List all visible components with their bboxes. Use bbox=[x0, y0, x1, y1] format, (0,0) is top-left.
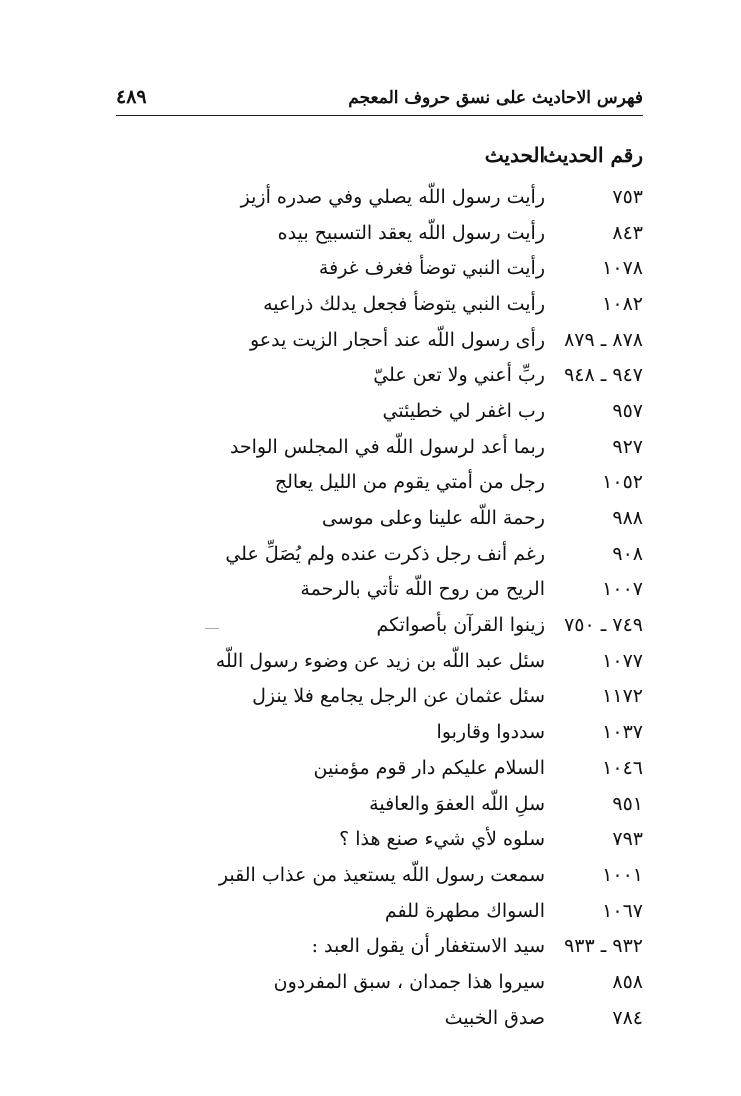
index-entry bbox=[218, 857, 643, 893]
hadith-text: رأيت رسول اللّه يصلي وفي صدره أزيز bbox=[240, 185, 545, 208]
hadith-index-list bbox=[215, 179, 643, 1036]
hadith-text: السلام عليكم دار قوم مؤمنين bbox=[313, 756, 545, 779]
index-entry bbox=[233, 893, 643, 929]
hadith-text: رغم أنف رجل ذكرت عنده ولم يُصَلِّ علي bbox=[225, 542, 545, 565]
hadith-number: ٩٠٨ bbox=[612, 542, 643, 565]
index-entry bbox=[233, 500, 643, 536]
hadith-text: رأيت النبي يتوضأ فجعل يدلك ذراعيه bbox=[263, 292, 545, 315]
index-entry bbox=[233, 964, 643, 1000]
text-column-heading: الحديث bbox=[484, 143, 545, 167]
hadith-number: ١٠٥٢ bbox=[602, 471, 643, 494]
index-entry bbox=[233, 607, 643, 643]
hadith-text: سئل عبد اللّه بن زيد عن وضوء رسول اللّه bbox=[215, 649, 545, 672]
hadith-number: ٧٩٣ bbox=[612, 828, 643, 851]
index-entry bbox=[233, 322, 643, 358]
running-title: فهرس الاحاديث على نسق حروف المعجم bbox=[348, 88, 643, 108]
index-entry bbox=[233, 179, 643, 215]
index-entry bbox=[233, 1000, 643, 1036]
hadith-number: ٩٣٢ ـ ٩٣٣ bbox=[564, 935, 643, 958]
hadith-number: ١٠٣٧ bbox=[602, 721, 643, 744]
hadith-text: سئل عثمان عن الرجل يجامع فلا ينزل bbox=[252, 685, 545, 708]
index-entry bbox=[233, 679, 643, 715]
hadith-text: صدق الخبيث bbox=[444, 1006, 545, 1029]
hadith-number: ٧٤٩ ـ ٧٥٠ bbox=[564, 614, 643, 637]
hadith-text: سيد الاستغفار أن يقول العبد : bbox=[311, 935, 545, 958]
hadith-text: رب اغفر لي خطيئتي bbox=[382, 399, 545, 422]
index-entry bbox=[233, 821, 643, 857]
hadith-number: ١١٧٢ bbox=[602, 685, 643, 708]
hadith-text: رجل من أمتي يقوم من الليل يعالج bbox=[274, 471, 545, 494]
hadith-number: ١٠٤٦ bbox=[602, 756, 643, 779]
margin-mark bbox=[205, 628, 219, 629]
hadith-text: ربما أعد لرسول اللّه في المجلس الواحد bbox=[229, 435, 545, 458]
hadith-number: ٩٨٨ bbox=[612, 507, 643, 530]
hadith-number: ١٠٦٧ bbox=[602, 899, 643, 922]
hadith-text: سلِ اللّه العفوَ والعافية bbox=[369, 792, 545, 815]
index-entry bbox=[233, 250, 643, 286]
hadith-text: رأيت النبي توضأ فغرف غرفة bbox=[318, 257, 545, 280]
hadith-number: ٩٥٧ bbox=[612, 399, 643, 422]
hadith-text: ربِّ أعني ولا تعن عليّ bbox=[373, 364, 545, 387]
hadith-text: السواك مطهرة للفم bbox=[384, 899, 545, 922]
index-entry bbox=[233, 786, 643, 822]
hadith-number: ٨٤٣ bbox=[612, 221, 643, 244]
index-entry bbox=[229, 429, 643, 465]
hadith-number: ١٠٨٢ bbox=[602, 292, 643, 315]
index-entry bbox=[233, 357, 643, 393]
hadith-number: ١٠٧٨ bbox=[602, 257, 643, 280]
hadith-text: رحمة اللّه علينا وعلى موسى bbox=[321, 507, 545, 530]
hadith-number: ١٠٠١ bbox=[602, 863, 643, 886]
hadith-number: ١٠٠٧ bbox=[602, 578, 643, 601]
hadith-number: ٧٨٤ bbox=[612, 1006, 643, 1029]
hadith-text: رأى رسول اللّه عند أحجار الزيت يدعو bbox=[249, 328, 545, 351]
index-entry bbox=[233, 393, 643, 429]
hadith-number: ٩٢٧ bbox=[612, 435, 643, 458]
index-entry bbox=[233, 750, 643, 786]
hadith-text: سددوا وقاربوا bbox=[436, 721, 545, 744]
running-header bbox=[116, 86, 643, 114]
hadith-number: ١٠٧٧ bbox=[602, 649, 643, 672]
index-entry bbox=[233, 572, 643, 608]
header-rule bbox=[116, 115, 643, 116]
hadith-number: ٨٧٨ ـ ٨٧٩ bbox=[564, 328, 643, 351]
index-entry bbox=[233, 286, 643, 322]
index-entry bbox=[233, 714, 643, 750]
hadith-number: ٧٥٣ bbox=[612, 185, 643, 208]
index-entry bbox=[233, 928, 643, 964]
hadith-text: سمعت رسول اللّه يستعيذ من عذاب القبر bbox=[218, 863, 545, 886]
hadith-text: زينوا القرآن بأصواتكم bbox=[376, 614, 545, 637]
column-headers bbox=[485, 140, 643, 170]
hadith-number: ٨٥٨ bbox=[612, 970, 643, 993]
index-entry bbox=[225, 536, 643, 572]
hadith-number: ٩٥١ bbox=[612, 792, 643, 815]
index-entry bbox=[233, 215, 643, 251]
hadith-text: سلوه لأي شيء صنع هذا ؟ bbox=[339, 828, 545, 851]
hadith-text: سيروا هذا جمدان ، سبق المفردون bbox=[273, 970, 545, 993]
index-entry bbox=[215, 643, 643, 679]
number-column-heading: رقم الحديث bbox=[543, 143, 643, 167]
hadith-text: رأيت رسول اللّه يعقد التسبيح بيده bbox=[277, 221, 545, 244]
hadith-text: الريح من روح اللّه تأتي بالرحمة bbox=[300, 578, 545, 601]
page-number: ٤٨٩ bbox=[116, 86, 147, 108]
index-entry bbox=[233, 465, 643, 501]
hadith-number: ٩٤٧ ـ ٩٤٨ bbox=[564, 364, 643, 387]
